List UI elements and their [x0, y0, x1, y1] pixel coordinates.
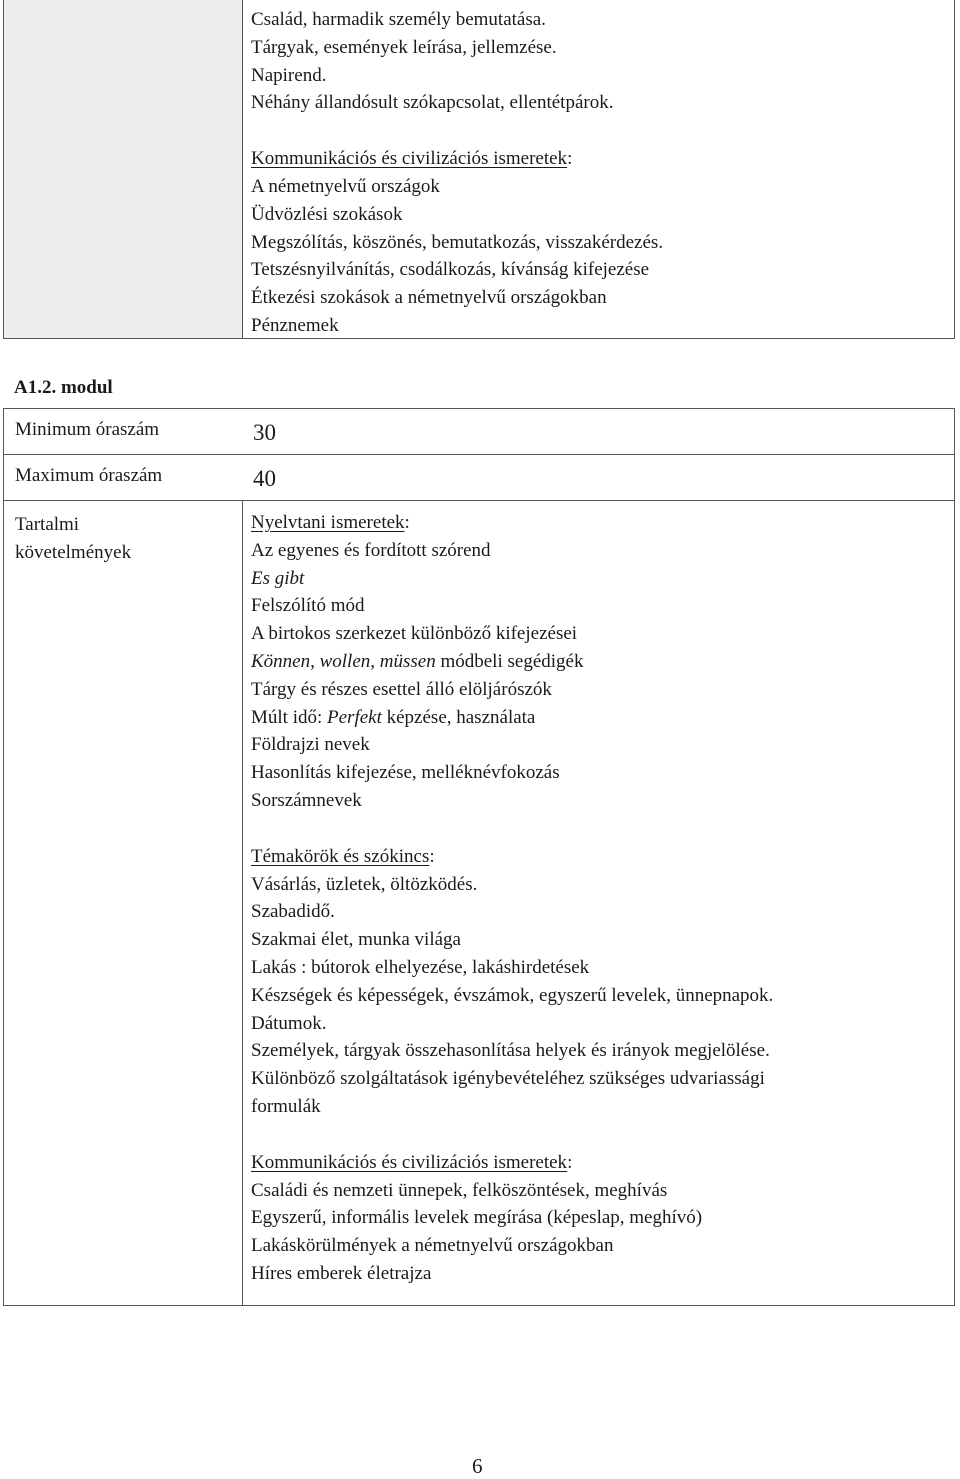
heading-colon: : [429, 845, 435, 867]
maximum-hours-value: 40 [253, 466, 276, 491]
grammar-heading: Nyelvtani ismeretek [251, 512, 405, 533]
previous-module-content-row [3, 0, 955, 339]
topic-item: Lakás : bútorok elhelyezése, lakáshirdetések [251, 956, 590, 978]
topic-item: Személyek, tárgyak összehasonlítása helyek és irányok megjelölése. [251, 1040, 770, 1062]
minimum-hours-value: 30 [253, 420, 276, 445]
previous-module-content [251, 6, 946, 340]
section-heading [251, 145, 946, 173]
content-line: Üdvözlési szokások [251, 203, 403, 225]
grammar-item: Felszólító mód [251, 595, 365, 617]
module-title: A1.2. modul [14, 377, 113, 398]
maximum-hours-label: Maximum óraszám [15, 465, 163, 486]
empty-label-cell [4, 0, 243, 338]
content-requirements-text [251, 509, 946, 1288]
content-label-line: követelmények [15, 542, 132, 563]
grammar-item: Tárgy és részes esettel álló elöljárószók [251, 678, 552, 700]
communication-heading: Kommunikációs és civilizációs ismeretek [251, 148, 568, 170]
content-line: Étkezési szokások a németnyelvű országokban [251, 287, 607, 309]
topic-item: Vásárlás, üzletek, öltözködés. [251, 873, 478, 895]
grammar-item: Földrajzi nevek [251, 734, 370, 756]
content-line: Napirend. [251, 64, 327, 86]
content-line: Pénznemek [251, 314, 339, 336]
content-line: Megszólítás, köszönés, bemutatkozás, visszakérdezés. [251, 231, 664, 253]
content-line: A németnyelvű országok [251, 175, 440, 197]
section-heading [251, 843, 946, 871]
grammar-item: Sorszámnevek [251, 789, 362, 811]
maximum-hours-row [3, 454, 955, 501]
communication-item: Egyszerű, informális levelek megírása (képeslap, meghívó) [251, 1207, 703, 1229]
topic-item: Szakmai élet, munka világa [251, 929, 461, 951]
section-heading [251, 1149, 946, 1177]
communication-item: Lakáskörülmények a németnyelvű országokban [251, 1235, 614, 1257]
topic-item: formulák [251, 1095, 321, 1117]
grammar-item-rest: módbeli segédigék [435, 650, 584, 672]
grammar-item: Az egyenes és fordított szórend [251, 539, 491, 561]
modal-verbs: Können, wollen, müssen [251, 650, 436, 672]
content-requirements-label [15, 511, 131, 567]
content-requirements-row [3, 500, 955, 1306]
grammar-item: Hasonlítás kifejezése, melléknévfokozás [251, 762, 560, 784]
perfekt-term: Perfekt [327, 706, 382, 728]
heading-colon: : [567, 148, 573, 170]
content-label-line: Tartalmi [15, 514, 80, 535]
topic-item: Különböző szolgáltatások igénybevételéhez szükséges udvariassági [251, 1068, 765, 1090]
grammar-item-rest: képzése, használata [381, 706, 536, 728]
minimum-hours-row [3, 408, 955, 455]
grammar-item [251, 648, 946, 676]
content-line: Tetszésnyilvánítás, csodálkozás, kívánság kifejezése [251, 259, 650, 281]
heading-colon: : [404, 512, 410, 533]
topic-item: Szabadidő. [251, 901, 335, 923]
topic-item: Készségek és képességek, évszámok, egyszerű levelek, ünnepnapok. [251, 984, 774, 1006]
topics-heading: Témakörök és szókincs [251, 845, 430, 867]
communication-heading: Kommunikációs és civilizációs ismeretek [251, 1151, 568, 1173]
topic-item: Dátumok. [251, 1012, 327, 1034]
content-line: Tárgyak, események leírása, jellemzése. [251, 36, 557, 58]
minimum-hours-label: Minimum óraszám [15, 419, 160, 440]
heading-colon: : [567, 1151, 573, 1173]
section-heading [251, 509, 946, 537]
content-line: Néhány állandósult szókapcsolat, ellentétpárok. [251, 92, 614, 114]
grammar-item: Es gibt [251, 567, 305, 589]
page-number: 6 [472, 1454, 483, 1478]
communication-item: Családi és nemzeti ünnepek, felköszöntések, meghívás [251, 1179, 668, 1201]
grammar-item-start: Múlt idő: [251, 706, 328, 728]
column-divider [242, 501, 243, 1305]
grammar-item [251, 704, 946, 732]
content-line: Család, harmadik személy bemutatása. [251, 9, 546, 30]
grammar-item: A birtokos szerkezet különböző kifejezései [251, 623, 578, 645]
communication-item: Híres emberek életrajza [251, 1262, 432, 1284]
